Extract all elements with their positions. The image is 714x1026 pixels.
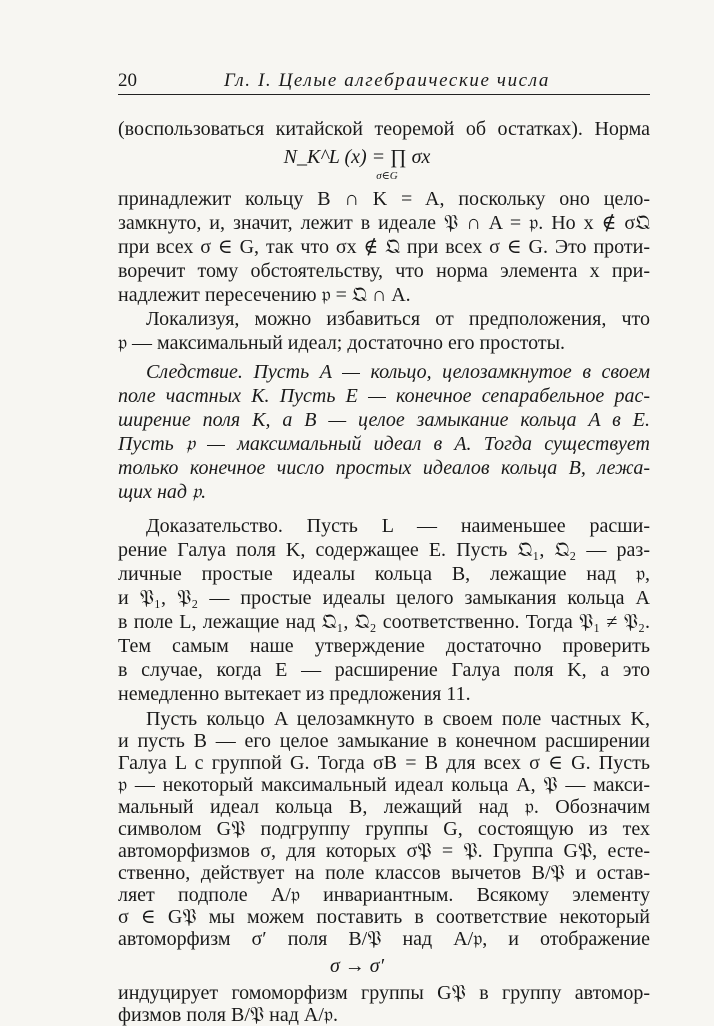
text-line: и 𝔓₁, 𝔓₂ — простые идеалы целого замыкания кольца A <box>118 587 650 609</box>
text-line: физмов поля B/𝔓 над A/𝔭. <box>118 1004 338 1026</box>
text-line: символом G𝔓 подгруппу группы G, состоящую из тех <box>118 818 650 840</box>
corollary-line: поле частных K. Пусть E — конечное сепарабельное рас- <box>118 385 650 407</box>
text-line: немедленно вытекает из предложения 11. <box>118 683 471 705</box>
text-line: 𝔭 — максимальный идеал; достаточно его простоты. <box>118 332 566 354</box>
corollary-line: Пусть 𝔭 — максимальный идеал в A. Тогда существует <box>118 433 650 455</box>
text-line: индуцирует гомоморфизм группы G𝔓 в группу автомор- <box>118 982 650 1004</box>
text-line: (воспользоваться китайской теоремой об остатках). Норма <box>118 118 650 140</box>
text-line: мальный идеал кольца B, лежащий над 𝔭. Обозначим <box>118 796 650 818</box>
text-line: и пусть B — его целое замыкание в конечном расширении <box>118 730 650 752</box>
text-line: Локализуя, можно избавиться от предположения, что <box>146 308 650 330</box>
text-line: надлежит пересечению 𝔭 = 𝔔 ∩ A. <box>118 284 411 306</box>
text-line: принадлежит кольцу B ∩ K = A, поскольку оно цело- <box>118 188 650 210</box>
text-line: 𝔭 — некоторый максимальный идеал кольца A, 𝔓 — макси- <box>118 774 650 796</box>
running-title: Гл. I. Целые алгебраические числа <box>224 70 550 91</box>
text-line: рение Галуа поля K, содержащее E. Пусть 𝔔₁, 𝔔₂ — раз- <box>118 539 650 561</box>
text-line: автоморфизмов σ, для которых σ𝔓 = 𝔓. Группа G𝔓, есте- <box>118 840 650 862</box>
text-line: замкнуто, и, значит, лежит в идеале 𝔓 ∩ A = 𝔭. Но x ∉ σ𝔔 <box>118 212 650 234</box>
corollary-line: щих над 𝔭. <box>118 481 207 503</box>
text-line: автоморфизм σ′ поля B/𝔓 над A/𝔭, и отображение <box>118 928 650 950</box>
norm-formula-subscript: σ∈G <box>376 170 398 182</box>
text-line: Галуа L с группой G. Тогда σB = B для всех σ ∈ G. Пусть <box>118 752 650 774</box>
text-line: в случае, когда E — расширение Галуа поля K, а это <box>118 659 650 681</box>
page-header <box>118 70 650 95</box>
text-line: воречит тому обстоятельству, что норма элемента x при- <box>118 260 650 282</box>
text-line: ственно, действует на поле классов вычетов B/𝔓 и остав- <box>118 862 650 884</box>
text-line: в поле L, лежащие над 𝔔₁, 𝔔₂ соответственно. Тогда 𝔓₁ ≠ 𝔓₂. <box>118 611 650 633</box>
text-line: Доказательство. Пусть L — наименьшее расши- <box>146 515 650 537</box>
page-number: 20 <box>118 70 137 91</box>
norm-formula: N_K^L (x) = ∏ σx <box>283 146 431 168</box>
text-line: личные простые идеалы кольца B, лежащие над 𝔭, <box>118 563 650 585</box>
corollary-line: только конечное число простых идеалов кольца B, лежа- <box>118 457 650 479</box>
corollary-line: ширение поля K, а B — целое замыкание кольца A в E. <box>118 409 650 431</box>
text-line: Пусть кольцо A целозамкнуто в своем поле частных K, <box>146 708 650 730</box>
corollary-line: Следствие. Пусть A — кольцо, целозамкнутое в своем <box>146 361 650 383</box>
text-line: Тем самым наше утверждение достаточно проверить <box>118 635 650 657</box>
text-line: σ ∈ G𝔓 мы можем поставить в соответствие некоторый <box>118 906 650 928</box>
text-line: при всех σ ∈ G, так что σx ∉ 𝔔 при всех σ ∈ G. Это проти- <box>118 236 650 258</box>
map-formula: σ → σ′ <box>329 955 385 977</box>
text-line: ляет подполе A/𝔭 инвариантным. Всякому элементу <box>118 884 650 906</box>
